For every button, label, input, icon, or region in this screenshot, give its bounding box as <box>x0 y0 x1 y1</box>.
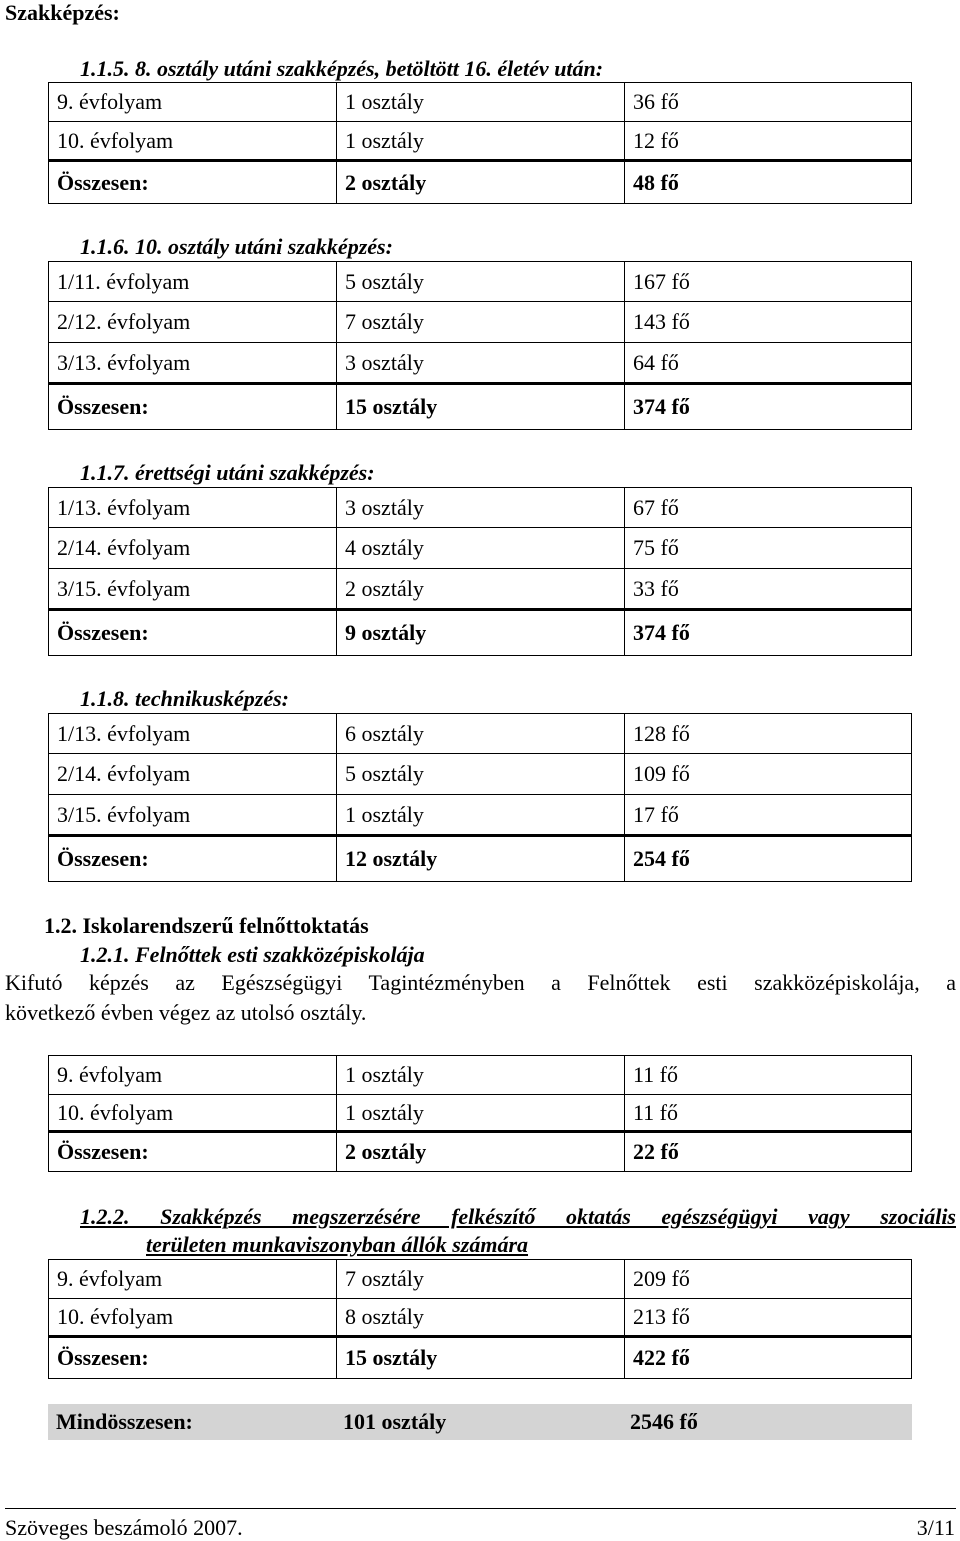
cell-students: 128 fő <box>625 714 912 754</box>
cell-total-label: Összesen: <box>49 1337 337 1379</box>
cell-classes: 1 osztály <box>337 795 625 836</box>
cell-total-label: Összesen: <box>49 836 337 882</box>
table-row <box>49 83 912 122</box>
section-title-1-1-5: 1.1.5. 8. osztály utáni szakképzés, betöltött 16. életév után: <box>80 56 604 81</box>
cell-total-students: 422 fő <box>625 1337 912 1379</box>
section-title-1-1-6: 1.1.6. 10. osztály utáni szakképzés: <box>80 234 393 259</box>
cell-grade: 3/15. évfolyam <box>49 795 337 836</box>
total-row <box>49 161 912 204</box>
table-row <box>49 795 912 836</box>
table-1-1-7 <box>48 487 912 656</box>
cell-grand-students: 2546 fő <box>622 1404 912 1440</box>
cell-classes: 1 osztály <box>337 83 625 122</box>
table-row <box>49 302 912 343</box>
cell-students: 33 fő <box>625 569 912 610</box>
cell-total-label: Összesen: <box>49 1132 337 1172</box>
table-row <box>49 528 912 569</box>
cell-students: 36 fő <box>625 83 912 122</box>
cell-grand-label: Mindösszesen: <box>48 1404 335 1440</box>
cell-students: 143 fő <box>625 302 912 343</box>
cell-total-classes: 12 osztály <box>337 836 625 882</box>
section-title-1-2-1: 1.2.1. Felnőttek esti szakközépiskolája <box>80 942 425 967</box>
cell-total-students: 22 fő <box>625 1132 912 1172</box>
cell-students: 167 fő <box>625 262 912 302</box>
cell-total-label: Összesen: <box>49 161 337 204</box>
section-title-1-2: 1.2. Iskolarendszerű felnőttoktatás <box>44 913 369 938</box>
cell-total-students: 374 fő <box>625 610 912 656</box>
cell-students: 64 fő <box>625 343 912 384</box>
cell-grade: 2/14. évfolyam <box>49 754 337 795</box>
cell-classes: 7 osztály <box>337 1260 625 1299</box>
table-row <box>49 488 912 528</box>
cell-classes: 1 osztály <box>337 1056 625 1095</box>
cell-classes: 4 osztály <box>337 528 625 569</box>
cell-grade: 9. évfolyam <box>49 83 337 122</box>
table-1-1-5 <box>48 82 912 204</box>
footer-divider <box>5 1508 956 1509</box>
table-row <box>49 714 912 754</box>
cell-students: 75 fő <box>625 528 912 569</box>
cell-students: 11 fő <box>625 1095 912 1132</box>
total-row <box>49 610 912 656</box>
table-1-2-1 <box>48 1055 912 1172</box>
total-row <box>49 836 912 882</box>
cell-grade: 1/11. évfolyam <box>49 262 337 302</box>
cell-total-students: 48 fő <box>625 161 912 204</box>
paragraph-line-2: következő évben végez az utolsó osztály. <box>5 1000 367 1025</box>
cell-total-classes: 2 osztály <box>337 161 625 204</box>
cell-grade: 3/13. évfolyam <box>49 343 337 384</box>
cell-total-students: 254 fő <box>625 836 912 882</box>
cell-total-classes: 15 osztály <box>337 384 625 430</box>
footer-title: Szöveges beszámoló 2007. <box>5 1515 243 1540</box>
cell-classes: 6 osztály <box>337 714 625 754</box>
cell-students: 213 fő <box>625 1299 912 1337</box>
cell-classes: 1 osztály <box>337 1095 625 1132</box>
cell-students: 17 fő <box>625 795 912 836</box>
section-title-1-1-7: 1.1.7. érettségi utáni szakképzés: <box>80 460 375 485</box>
section-title-1-1-8: 1.1.8. technikusképzés: <box>80 686 289 711</box>
cell-total-students: 374 fő <box>625 384 912 430</box>
cell-grade: 2/12. évfolyam <box>49 302 337 343</box>
cell-students: 67 fő <box>625 488 912 528</box>
table-row <box>49 1260 912 1299</box>
cell-grand-classes: 101 osztály <box>335 1404 622 1440</box>
cell-total-label: Összesen: <box>49 610 337 656</box>
cell-grade: 9. évfolyam <box>49 1056 337 1095</box>
cell-grade: 1/13. évfolyam <box>49 714 337 754</box>
cell-total-classes: 2 osztály <box>337 1132 625 1172</box>
section-title-1-2-2-line-1 <box>80 1204 956 1230</box>
table-row <box>49 122 912 161</box>
table-row <box>49 343 912 384</box>
cell-classes: 2 osztály <box>337 569 625 610</box>
table-row <box>49 1095 912 1132</box>
cell-grade: 1/13. évfolyam <box>49 488 337 528</box>
cell-classes: 7 osztály <box>337 302 625 343</box>
cell-grade: 2/14. évfolyam <box>49 528 337 569</box>
cell-total-classes: 9 osztály <box>337 610 625 656</box>
page-number: 3/11 <box>916 1515 955 1540</box>
section-title-line-2-text: területen munkaviszonyban állók számára <box>146 1232 529 1257</box>
cell-classes: 1 osztály <box>337 122 625 161</box>
table-row <box>49 569 912 610</box>
cell-grade: 10. évfolyam <box>49 122 337 161</box>
table-1-2-2 <box>48 1259 912 1379</box>
table-row <box>49 754 912 795</box>
total-row <box>49 384 912 430</box>
cell-grade: 10. évfolyam <box>49 1095 337 1132</box>
table-row <box>49 1056 912 1095</box>
cell-students: 209 fő <box>625 1260 912 1299</box>
total-row <box>49 1337 912 1379</box>
cell-total-classes: 15 osztály <box>337 1337 625 1379</box>
total-row <box>49 1132 912 1172</box>
table-row <box>49 1299 912 1337</box>
paragraph-line-1: Kifutó képzés az Egészségügyi Tagintézményben a Felnőttek esti szakközépiskolája, a <box>5 970 956 995</box>
cell-classes: 3 osztály <box>337 343 625 384</box>
cell-grade: 3/15. évfolyam <box>49 569 337 610</box>
cell-students: 12 fő <box>625 122 912 161</box>
cell-students: 109 fő <box>625 754 912 795</box>
section-title-1-2-2 <box>80 1204 956 1258</box>
cell-classes: 3 osztály <box>337 488 625 528</box>
cell-total-label: Összesen: <box>49 384 337 430</box>
table-1-1-6 <box>48 261 912 430</box>
cell-students: 11 fő <box>625 1056 912 1095</box>
table-row <box>49 262 912 302</box>
grand-total-row <box>48 1404 912 1440</box>
section-title-line-1-text: 1.2.2. Szakképzés megszerzésére felkészítő oktatás egészségügyi vagy szociális <box>80 1204 956 1229</box>
grand-total-table <box>48 1404 912 1440</box>
cell-classes: 5 osztály <box>337 754 625 795</box>
cell-classes: 5 osztály <box>337 262 625 302</box>
cell-classes: 8 osztály <box>337 1299 625 1337</box>
table-1-1-8 <box>48 713 912 882</box>
page-heading: Szakképzés: <box>5 0 120 25</box>
section-title-1-2-2-line-2 <box>146 1232 956 1258</box>
cell-grade: 9. évfolyam <box>49 1260 337 1299</box>
cell-grade: 10. évfolyam <box>49 1299 337 1337</box>
